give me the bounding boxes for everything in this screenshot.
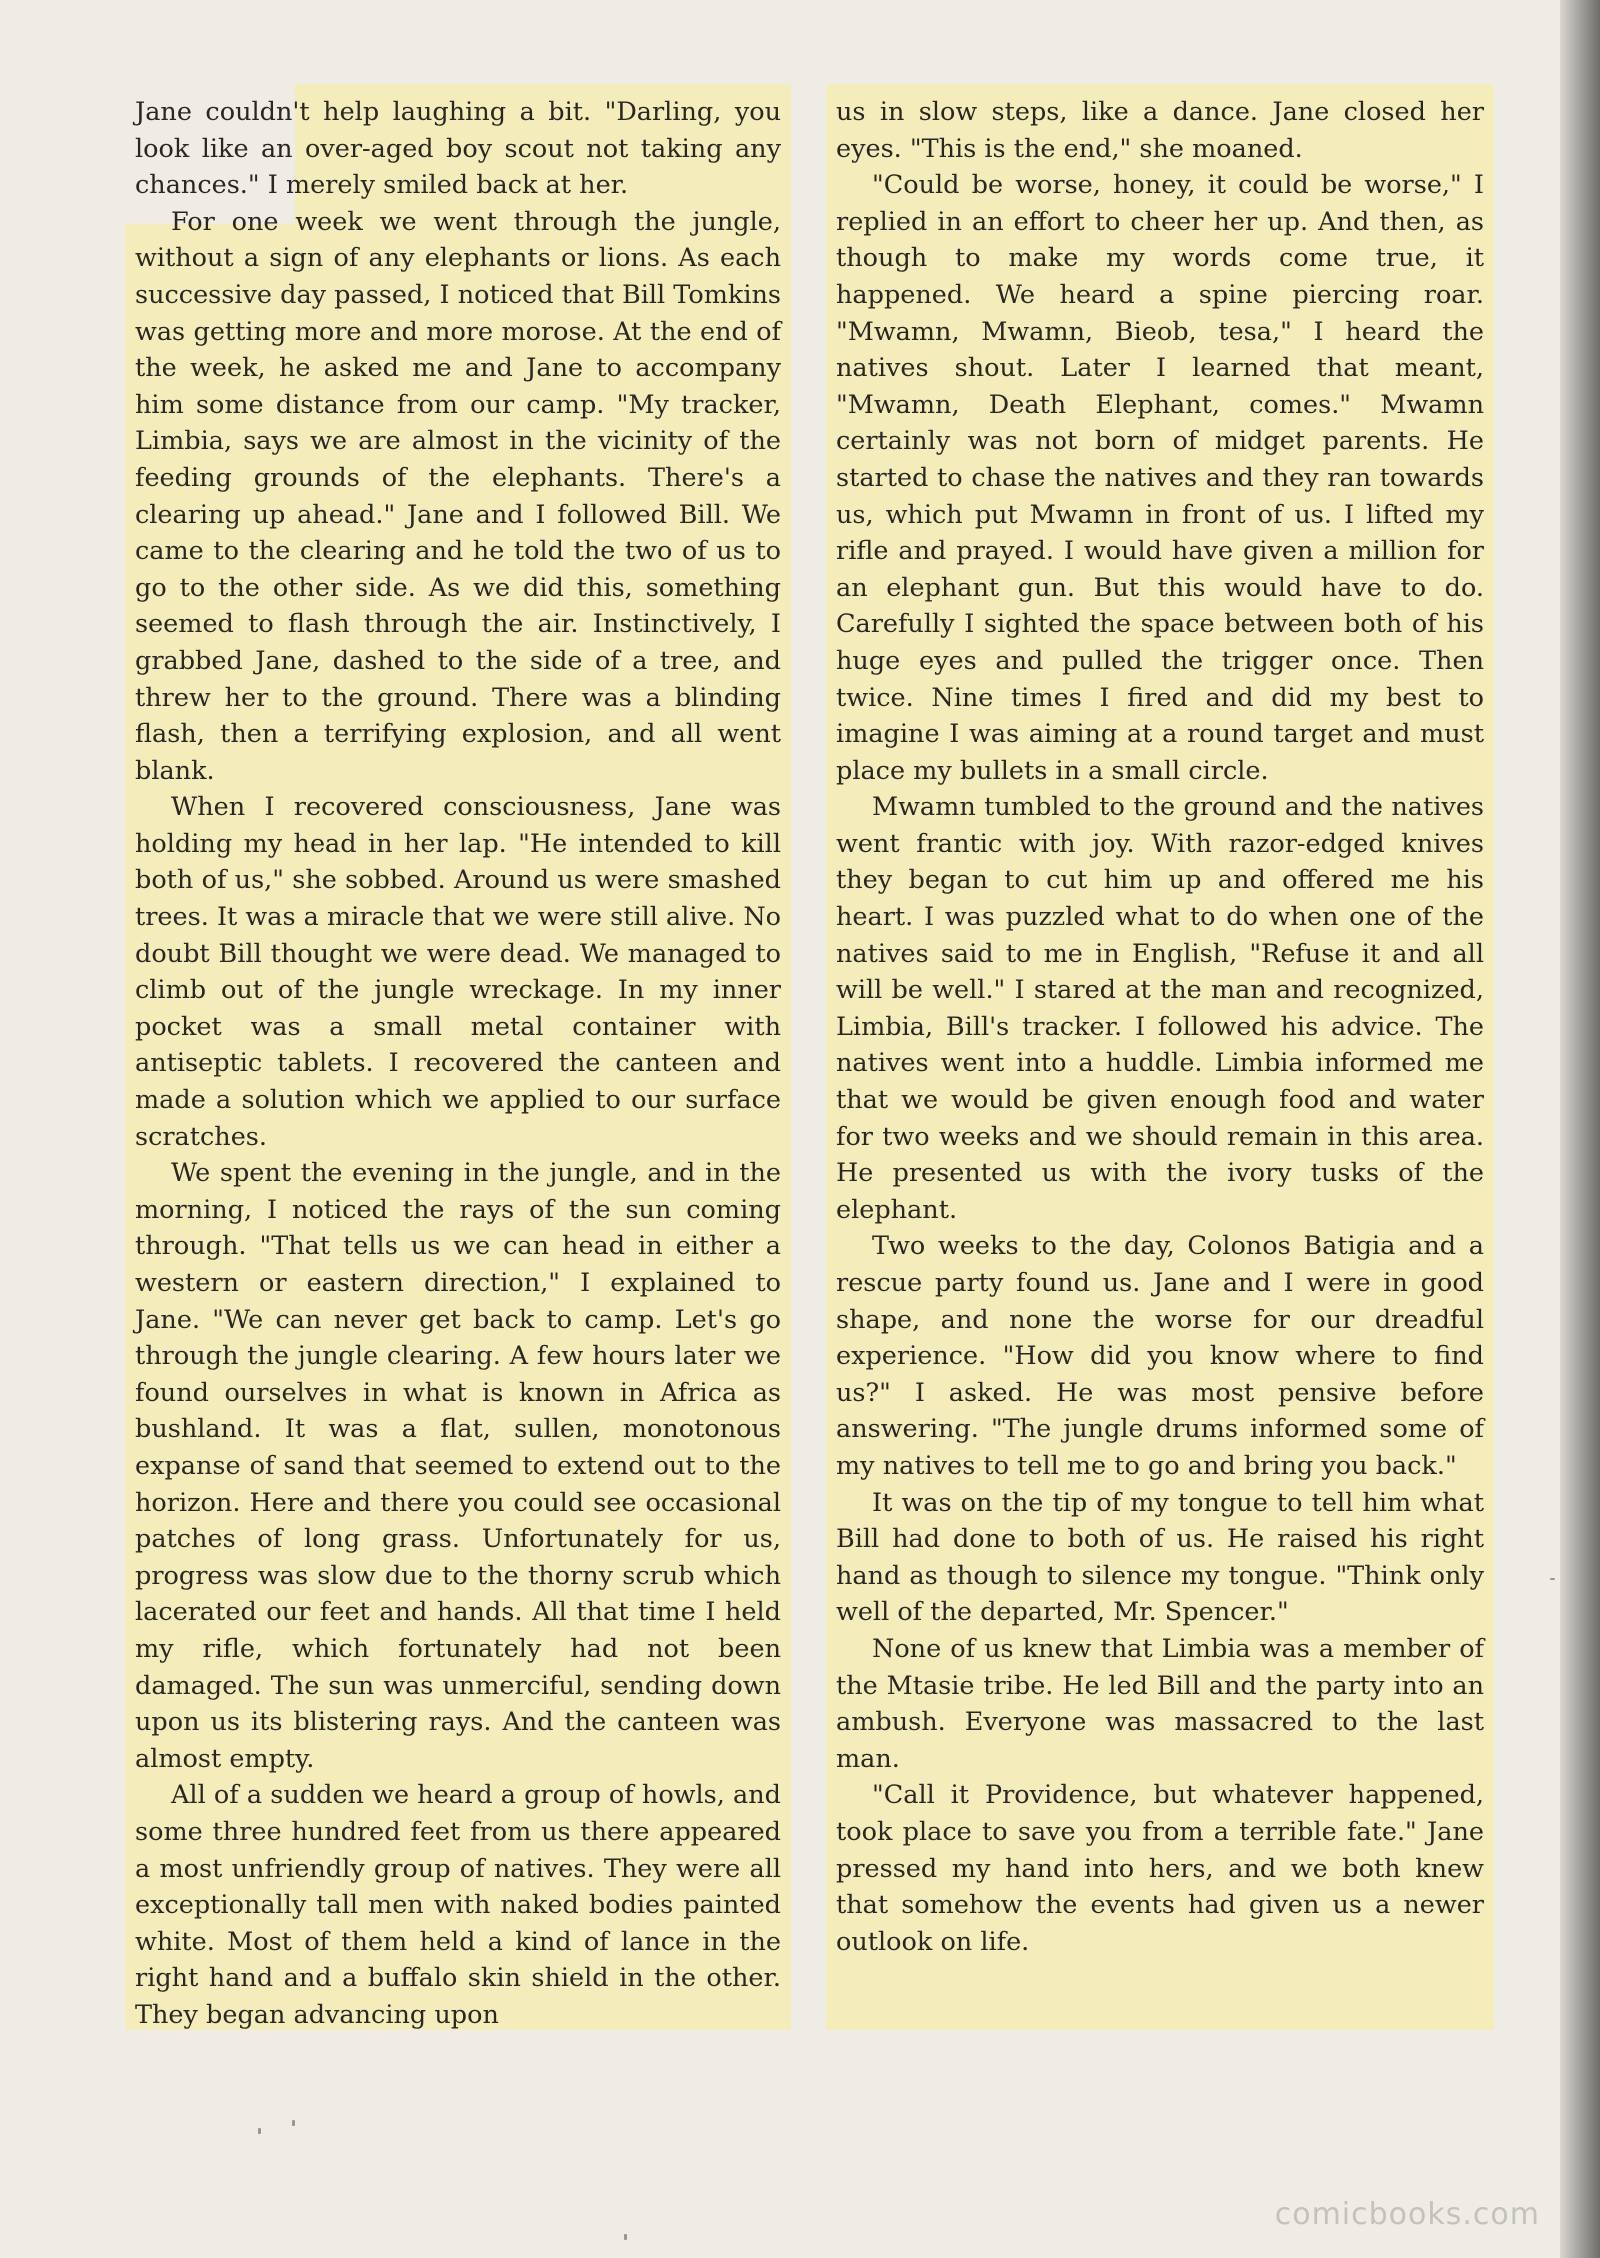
- paper-speck: [1550, 1578, 1555, 1580]
- left-text-column: [125, 84, 791, 2030]
- paper-speck: [292, 2120, 295, 2126]
- paragraph: "Could be worse, honey, it could be worse," I replied in an effort to cheer her up. And then, as though to make my words come true, it happened. We heard a spine piercing roar. "Mwamn, Mwamn, Bieob, tesa," I heard the natives shout. Later I learned that meant, "Mwamn, Death Elephant, comes." Mwamn certainly was not born of midget parents. He started to chase the natives and they ran towards us, which put Mwamn in front of us. I lifted my rifle and prayed. I would have given a million for an elephant gun. But this would have to do. Carefully I sighted the space between both of his huge eyes and pulled the trigger once. Then twice. Nine times I fired and did my best to imagine I was aiming at a round target and must place my bullets in a small circle.: [836, 170, 1484, 786]
- paragraph: None of us knew that Limbia was a member of the Mtasie tribe. He led Bill and the party into an ambush. Everyone was massacred to the last man.: [836, 1633, 1484, 1774]
- right-text-column: [826, 84, 1494, 2030]
- paper-speck: [624, 2234, 627, 2240]
- paragraph: Jane couldn't help laughing a bit. "Darling, you look like an over-aged boy scout not taking any chances." I merely smiled back at her.: [135, 97, 781, 201]
- paragraph: We spent the evening in the jungle, and in the morning, I noticed the rays of the sun coming through. "That tells us we can head in either a western or eastern direction," I explained to Jane. "We can never get back to camp. Let's go through the jungle clearing. A few hours later we found ourselves in what is known in Africa as bushland. It was a flat, sullen, monotonous expanse of sand that seemed to extend out to the horizon. Here and there you could see occasional patches of long grass. Unfortunately for us, progress was slow due to the thorny scrub which lacerated our feet and hands. All that time I held my rifle, which fortunately had not been damaged. The sun was unmerciful, sending down upon us its blistering rays. And the canteen was almost empty.: [135, 1158, 781, 1774]
- paragraph: us in slow steps, like a dance. Jane closed her eyes. "This is the end," she moaned.: [836, 97, 1484, 164]
- paper-speck: [258, 2128, 261, 2134]
- site-watermark: comicbooks.com: [1274, 2197, 1540, 2232]
- paragraph: It was on the tip of my tongue to tell him what Bill had done to both of us. He raised his right hand as though to silence my tongue. "Think only well of the departed, Mr. Spencer.": [836, 1487, 1484, 1628]
- paragraph: All of a sudden we heard a group of howls, and some three hundred feet from us there appeared a most unfriendly group of natives. They were all exceptionally tall men with naked bodies painted white. Most of them held a kind of lance in the right hand and a buffalo skin shield in the other. They began advancing upon: [135, 1780, 781, 2030]
- paragraph: Mwamn tumbled to the ground and the natives went frantic with joy. With razor-edged knives they began to cut him up and offered me his heart. I was puzzled what to do when one of the natives said to me in English, "Refuse it and all will be well." I stared at the man and recognized, Limbia, Bill's tracker. I followed his advice. The natives went into a huddle. Limbia informed me that we would be given enough food and water for two weeks and we should remain in this area. He presented us with the ivory tusks of the elephant.: [836, 792, 1484, 1225]
- paragraph: Two weeks to the day, Colonos Batigia and a rescue party found us. Jane and I were in good shape, and none the worse for our dreadful experience. "How did you know where to find us?" I asked. He was most pensive before answering. "The jungle drums informed some of my natives to tell me to go and bring you back.": [836, 1231, 1484, 1481]
- paragraph: For one week we went through the jungle, without a sign of any elephants or lions. As each successive day passed, I noticed that Bill Tomkins was getting more and more morose. At the end of the week, he asked me and Jane to accompany him some distance from our camp. "My tracker, Limbia, says we are almost in the vicinity of the feeding grounds of the elephants. There's a clearing up ahead." Jane and I followed Bill. We came to the clearing and he told the two of us to go to the other side. As we did this, something seemed to flash through the air. Instinctively, I grabbed Jane, dashed to the side of a tree, and threw her to the ground. There was a blinding flash, then a terrifying explosion, and all went blank.: [135, 206, 781, 786]
- paragraph: "Call it Providence, but whatever happened, took place to save you from a terrible fate." Jane pressed my hand into hers, and we both knew that somehow the events had given us a newer outlook on life.: [836, 1780, 1484, 1957]
- paragraph: When I recovered consciousness, Jane was holding my head in her lap. "He intended to kill both of us," she sobbed. Around us were smashed trees. It was a miracle that we were still alive. No doubt Bill thought we were dead. We managed to climb out of the jungle wreckage. In my inner pocket was a small metal container with antiseptic tablets. I recovered the canteen and made a solution which we applied to our surface scratches.: [135, 792, 781, 1152]
- page-edge-shadow: [1560, 0, 1600, 2258]
